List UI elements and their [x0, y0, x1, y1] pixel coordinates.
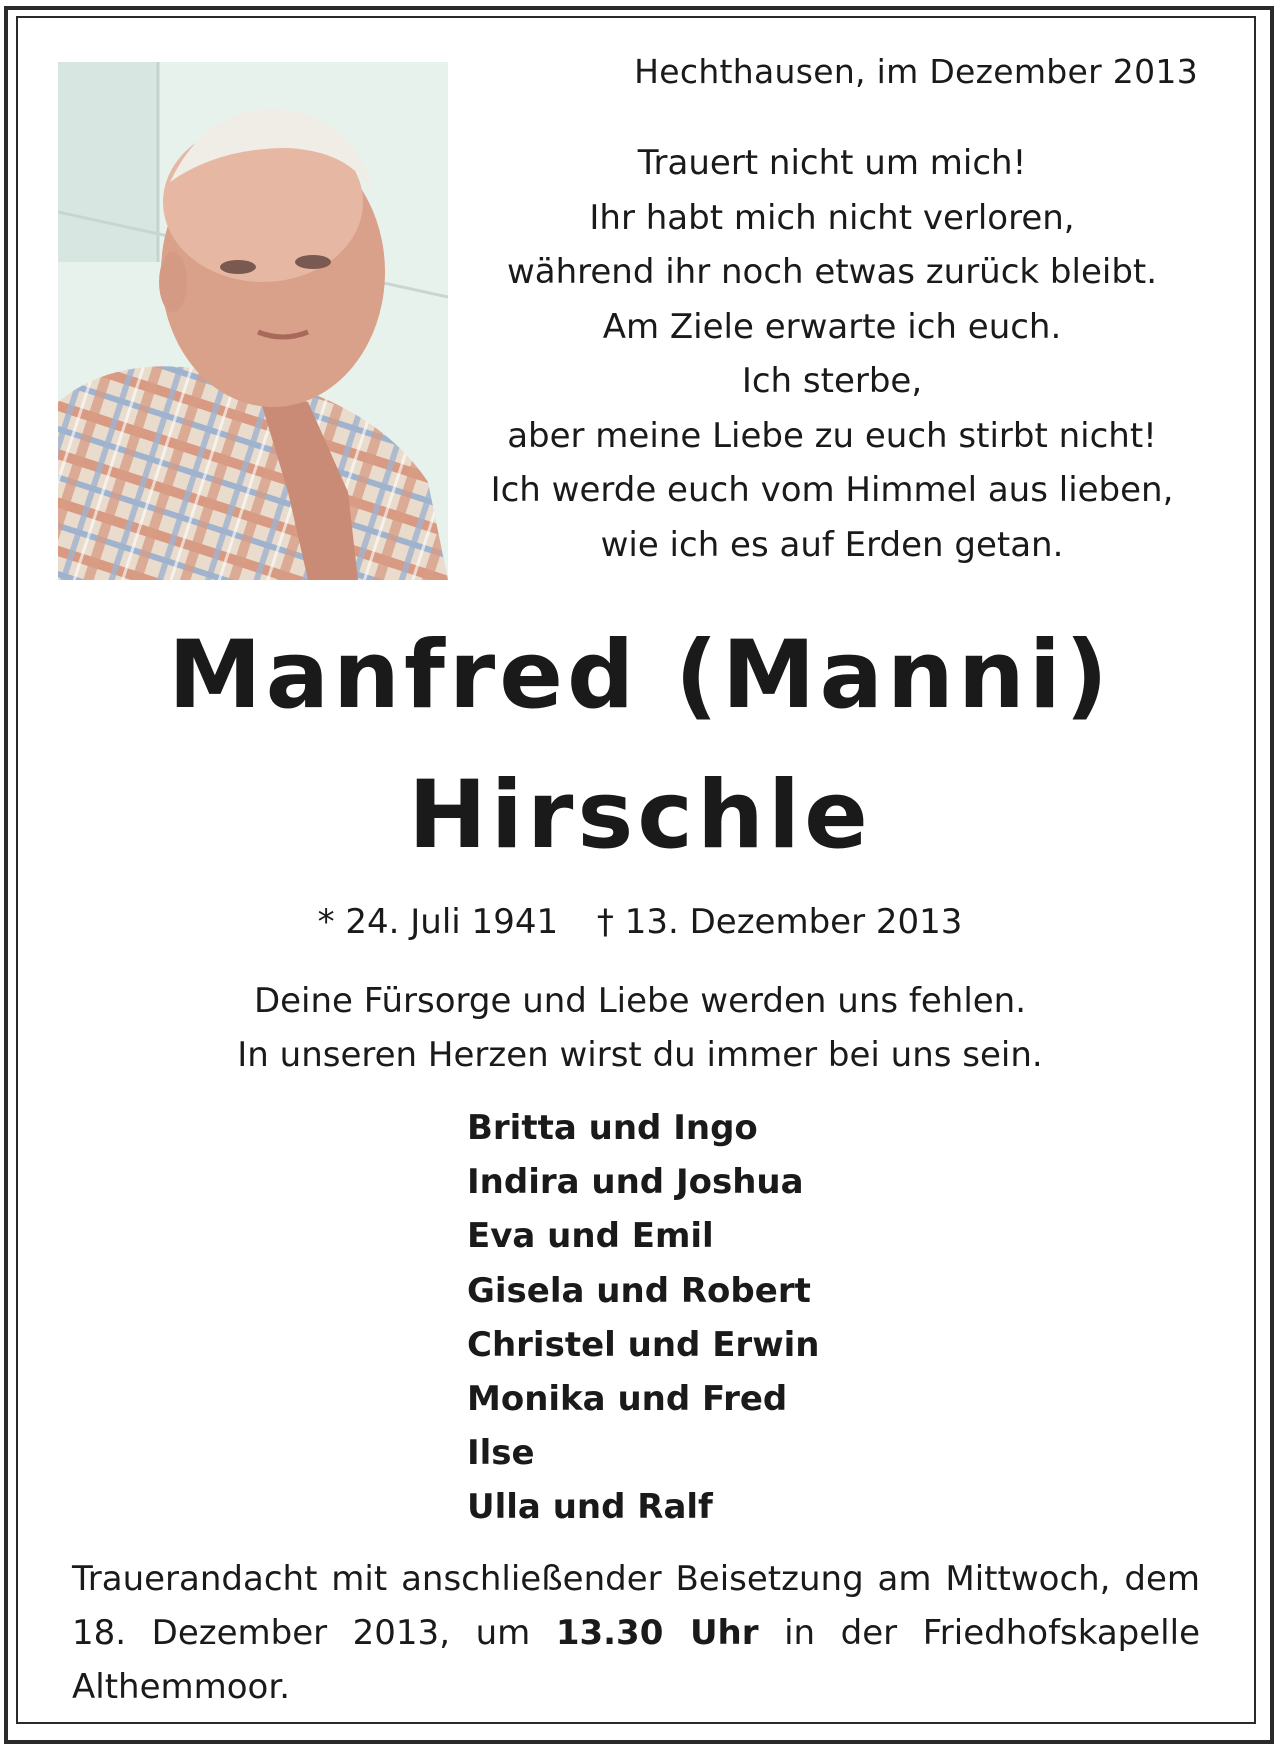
poem-line: wie ich es auf Erden getan. [600, 524, 1064, 565]
portrait-photo [58, 62, 448, 580]
portrait-illustration [58, 62, 448, 580]
mourner-entry: Christel und Erwin [467, 1324, 820, 1365]
mourners-list [467, 1101, 819, 1535]
service-notice [72, 1552, 1200, 1714]
poem [462, 136, 1202, 572]
poem-line: Trauert nicht um mich! [637, 143, 1027, 183]
poem-line: während ihr noch etwas zurück bleibt. [506, 252, 1158, 292]
tribute-text [40, 974, 1240, 1082]
birth-date: * 24. Juli 1941 [317, 902, 559, 942]
life-dates [40, 902, 1240, 942]
poem-line: Am Ziele erwarte ich euch. [602, 306, 1062, 347]
poem-line: aber meine Liebe zu euch stirbt nicht! [507, 415, 1157, 456]
deceased-name [40, 606, 1240, 886]
tribute-line: In unseren Herzen wirst du immer bei uns sein. [237, 1035, 1043, 1075]
mourner-entry: Ulla und Ralf [467, 1487, 713, 1528]
place-and-date: Hechthausen, im Dezember 2013 [634, 52, 1198, 91]
tribute-line: Deine Fürsorge und Liebe werden uns fehlen. [253, 981, 1027, 1021]
mourner-entry: Indira und Joshua [467, 1162, 804, 1203]
mourner-entry: Eva und Emil [467, 1216, 714, 1257]
poem-line: Ich werde euch vom Himmel aus lieben, [490, 470, 1174, 510]
mourner-entry: Ilse [467, 1433, 535, 1474]
service-time: 13.30 Uhr [555, 1613, 759, 1653]
name-surname: Hirschle [408, 761, 872, 870]
service-text-after: in der Friedhofskapelle Althemmoor. [72, 1613, 1200, 1707]
death-date: † 13. Dezember 2013 [596, 902, 963, 942]
poem-line: Ich sterbe, [741, 361, 923, 401]
name-first-line: Manfred (Manni) [168, 621, 1112, 730]
mourner-entry: Gisela und Robert [467, 1270, 811, 1311]
service-text-before: Trauerandacht mit anschließender Beisetzung am Mittwoch, dem 18. Dezember 2013, um [72, 1559, 1200, 1653]
mourner-entry: Monika und Fred [467, 1379, 788, 1420]
mourner-entry: Britta und Ingo [467, 1108, 758, 1148]
poem-line: Ihr habt mich nicht verloren, [589, 197, 1075, 238]
